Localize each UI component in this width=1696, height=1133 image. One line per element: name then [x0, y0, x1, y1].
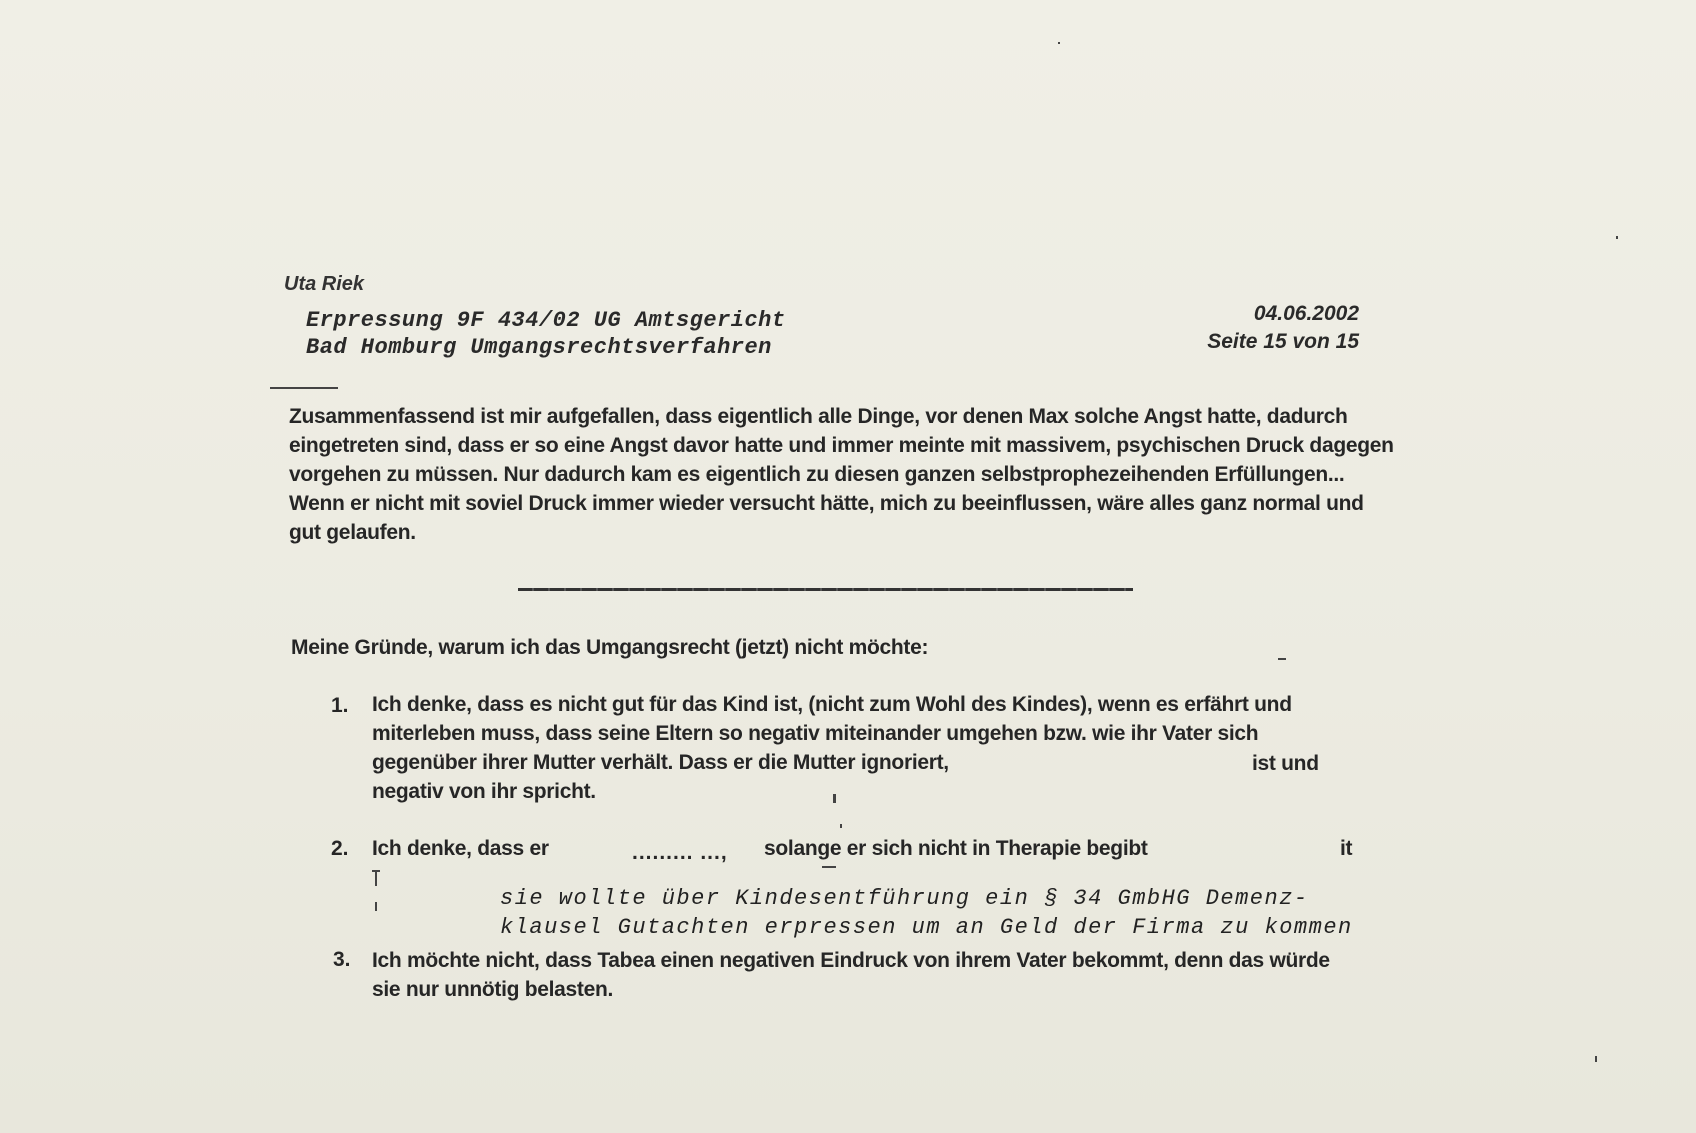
list-number-2: 2. [331, 837, 349, 860]
list-item-2-middle: solange er sich nicht in Therapie begibt [764, 837, 1148, 860]
section-divider [518, 588, 1133, 591]
list-item-2-redacted: ......... ..., [632, 841, 728, 864]
summary-paragraph: Zusammenfassend ist mir aufgefallen, dass eigentlich alle Dinge, vor denen Max solche Angst hatte, dadurch eingetreten sind, dass er so eine Angst davor hatte und immer meinte mit massivem, psychischen Druck dagegen vorgehen zu müssen. Nur dadurch kam es eigentlich zu diesen ganzen selbstprophezeihenden Erfüllungen... Wenn er nicht mit soviel Druck immer wieder versucht hätte, mich zu beeinflussen, wäre alles ganz normal und gut gelaufen. [289, 405, 1394, 544]
list-item-1-end: negativ von ihr spricht. [372, 780, 596, 803]
page-number: Seite 15 von 15 [1207, 330, 1359, 353]
scan-speck [375, 902, 377, 911]
scan-speck [833, 794, 836, 803]
document-date: 04.06.2002 [1253, 302, 1359, 325]
scan-speck [840, 824, 842, 828]
header-case-line: Erpressung 9F 434/02 UG Amtsgericht [306, 308, 786, 333]
scan-speck [1616, 236, 1618, 239]
list-item-1-fragment: ist und [1252, 752, 1319, 775]
scan-speck [1278, 658, 1286, 660]
list-item-2-end: it [1340, 837, 1353, 860]
list-item-1-text: Ich denke, dass es nicht gut für das Kind ist, (nicht zum Wohl des Kindes), wenn es erfährt und miterleben muss, dass seine Eltern so negativ miteinander umgehen bzw. wie ihr Vater sich gegenüber ihrer Mutter verhält. Dass er die Mutter ignoriert, [372, 693, 1292, 774]
author-name: Uta Riek [284, 273, 365, 295]
handwritten-note-line-1: sie wollte über Kindesentführung ein § 34 GmbHG Demenz- [500, 886, 1309, 911]
list-number-1: 1. [331, 694, 349, 717]
list-item-2-start: Ich denke, dass er [372, 837, 549, 860]
list-item-3: Ich möchte nicht, dass Tabea einen negativen Eindruck von ihrem Vater bekommt, denn das würde sie nur unnötig belasten. [372, 949, 1330, 1001]
list-item-1 [372, 690, 1352, 806]
header-rule [270, 387, 338, 389]
header-court-line: Bad Homburg Umgangsrechtsverfahren [306, 335, 772, 360]
reasons-intro: Meine Gründe, warum ich das Umgangsrecht (jetzt) nicht möchte: [291, 636, 929, 659]
list-number-3: 3. [333, 948, 351, 971]
scan-speck [375, 872, 377, 886]
scan-speck [1595, 1056, 1597, 1062]
scan-speck [1058, 42, 1060, 44]
scan-speck [822, 866, 836, 868]
handwritten-note-line-2: klausel Gutachten erpressen um an Geld der Firma zu kommen [500, 915, 1353, 940]
